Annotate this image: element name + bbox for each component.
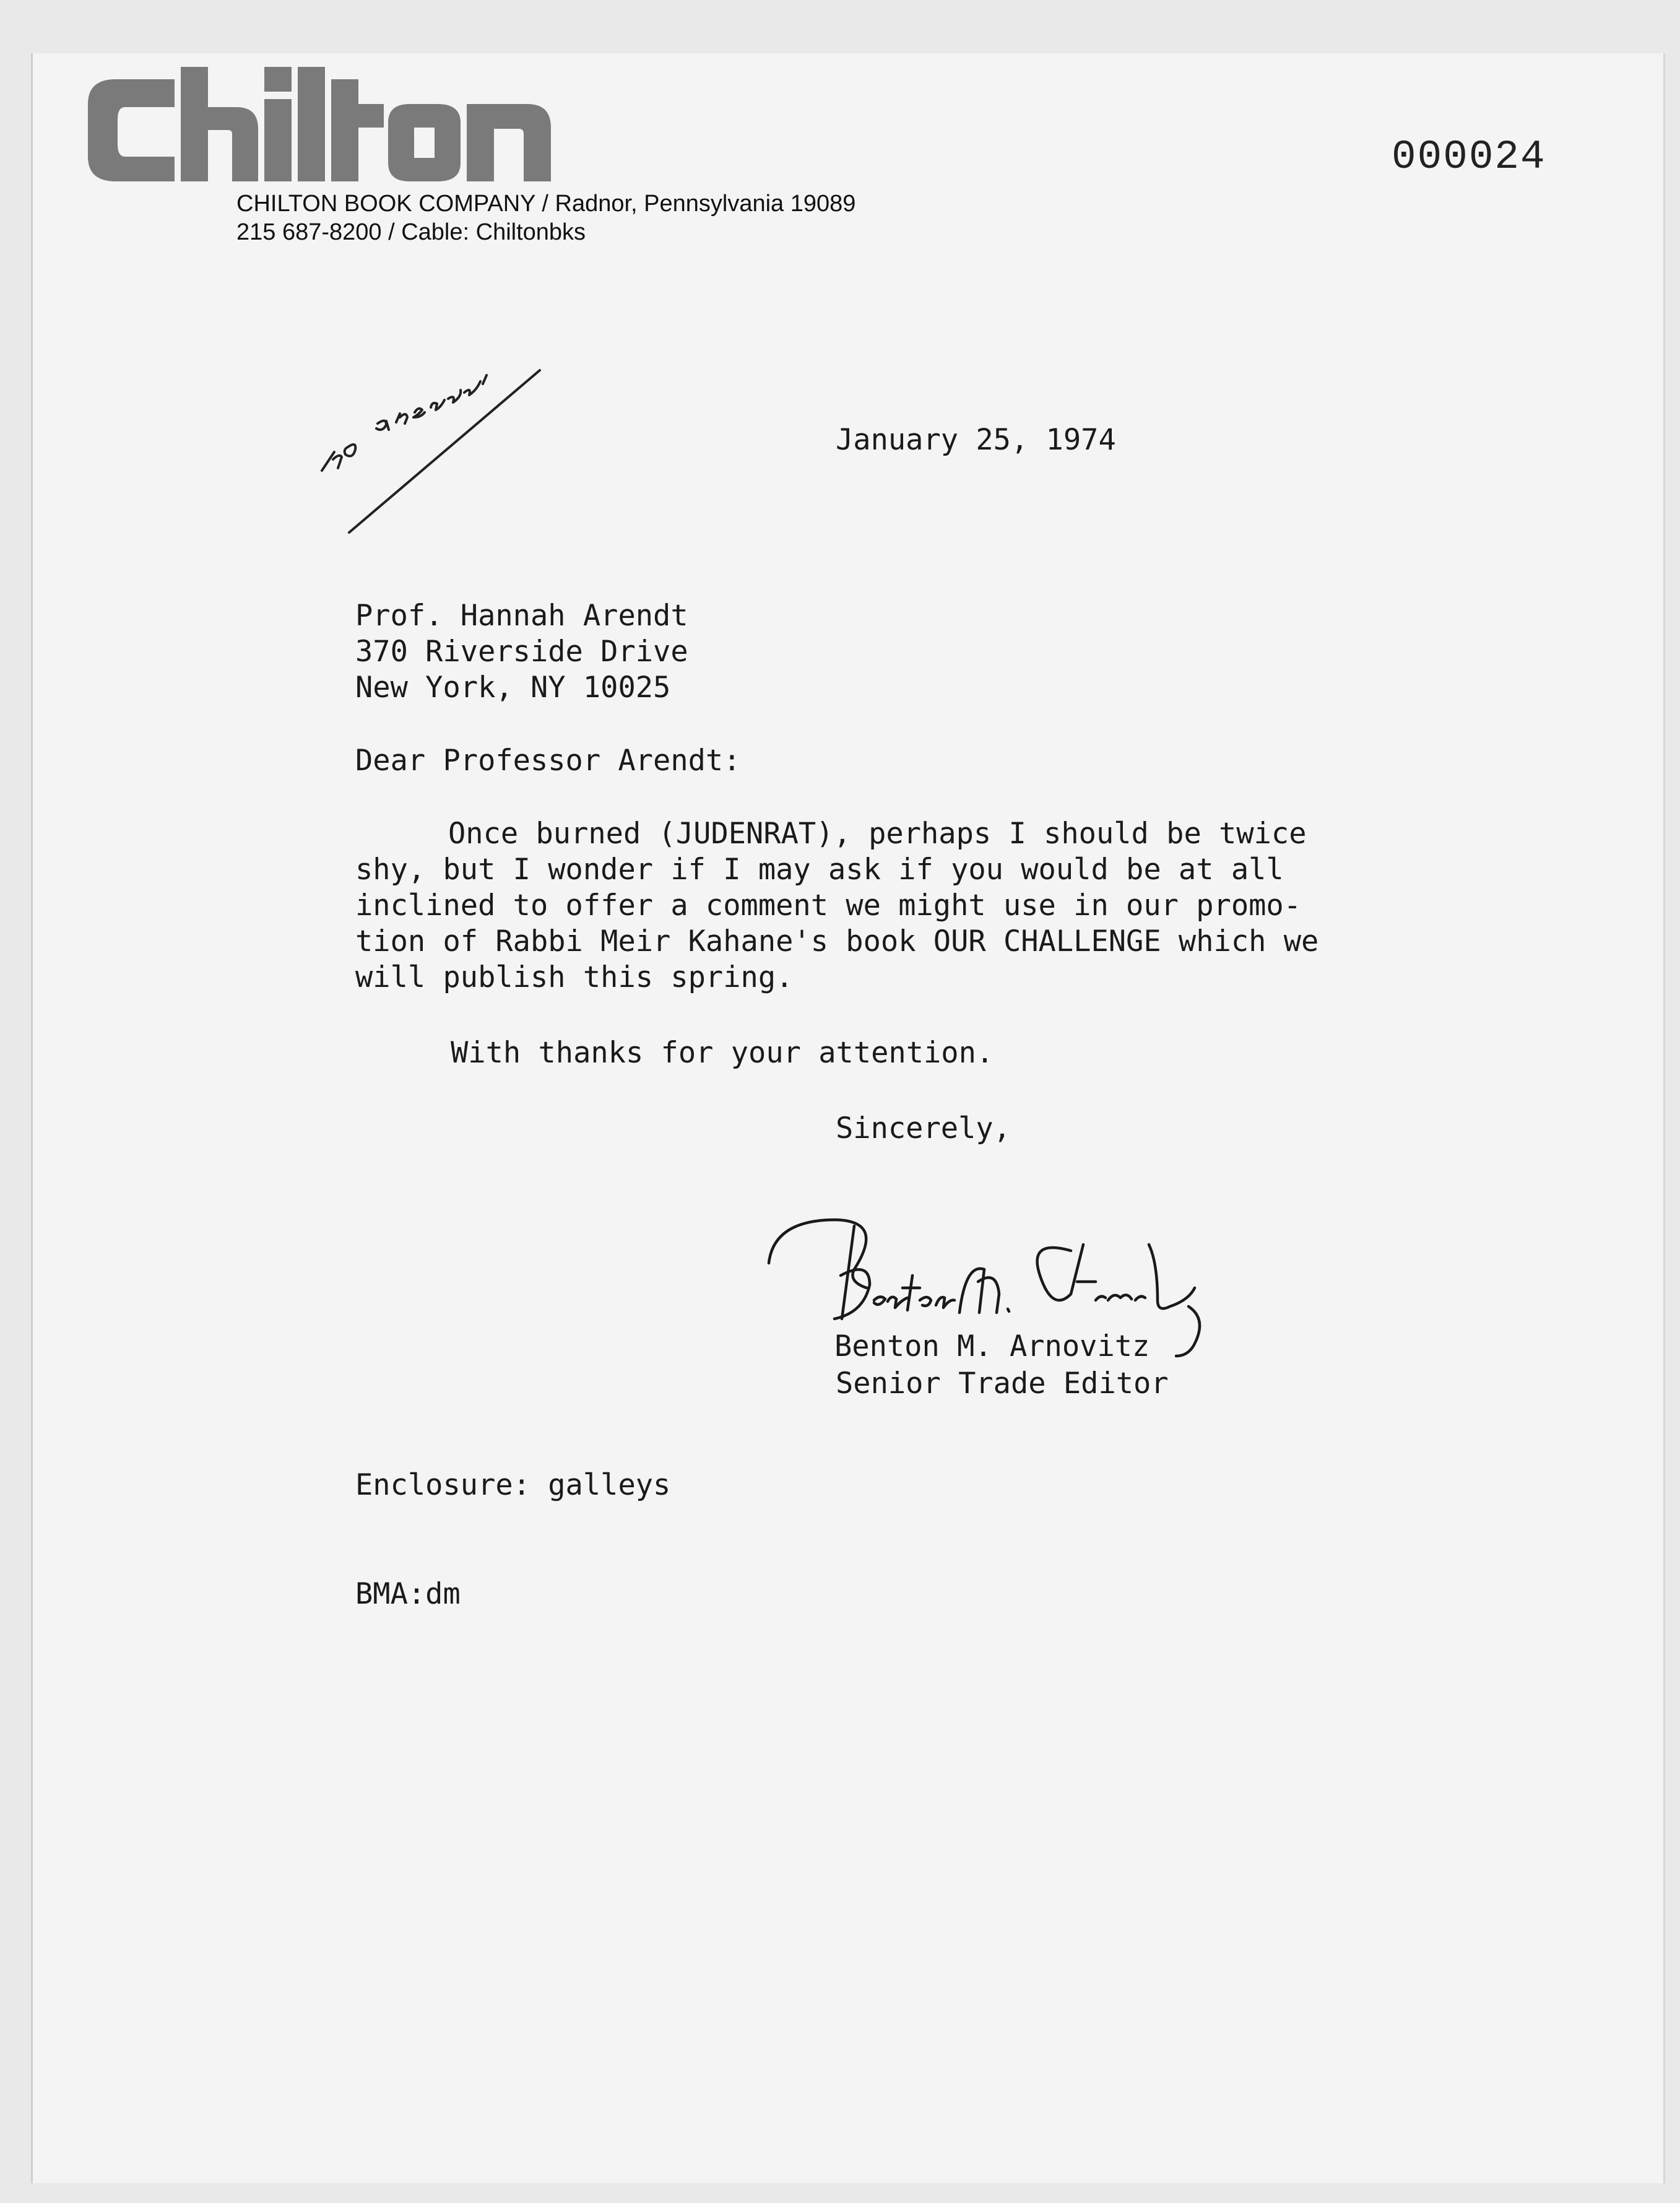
body-line: tion of Rabbi Meir Kahane's book OUR CHALLENGE which we xyxy=(355,924,1319,958)
enclosure: Enclosure: galleys xyxy=(355,1468,671,1502)
body-line: inclined to offer a comment we might use in our promo- xyxy=(355,889,1302,923)
body-line: Once burned (JUDENRAT), perhaps I should be twice xyxy=(448,817,1307,851)
handwritten-note xyxy=(310,291,569,551)
letterhead-company-line: CHILTON BOOK COMPANY / Radnor, Pennsylvania 19089 xyxy=(236,191,856,217)
signer-name: Benton M. Arnovitz xyxy=(834,1329,1150,1363)
letterhead-contact-line: 215 687-8200 / Cable: Chiltonbks xyxy=(236,219,586,245)
body-line: shy, but I wonder if I may ask if you would be at all xyxy=(355,853,1284,887)
body-line: will publish this spring. xyxy=(355,960,794,994)
document-number: 000024 xyxy=(1392,134,1546,180)
letter-date: January 25, 1974 xyxy=(836,423,1116,457)
body-paragraph xyxy=(355,816,1420,996)
closing: Sincerely, xyxy=(836,1111,1011,1145)
salutation: Dear Professor Arendt: xyxy=(355,744,741,778)
recipient-city: New York, NY 10025 xyxy=(355,671,671,705)
chilton-logo xyxy=(82,61,571,185)
thanks-line: With thanks for your attention. xyxy=(451,1036,994,1070)
reference-initials: BMA:dm xyxy=(355,1577,461,1611)
recipient-street: 370 Riverside Drive xyxy=(355,635,688,669)
recipient-name: Prof. Hannah Arendt xyxy=(355,599,688,633)
signer-title: Senior Trade Editor xyxy=(836,1367,1169,1401)
